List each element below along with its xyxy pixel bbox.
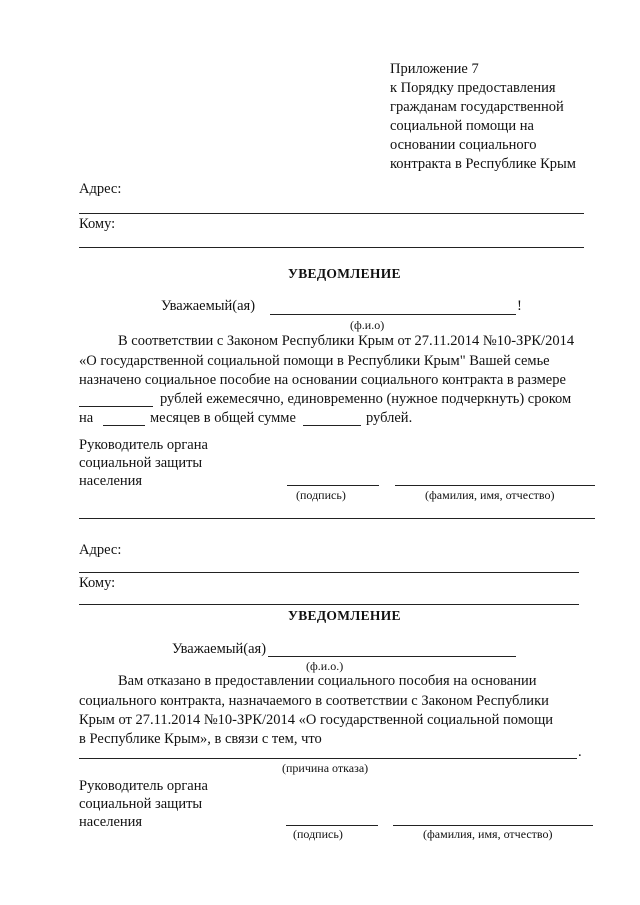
form2-reason-caption: (причина отказа) — [282, 761, 369, 775]
form1-body-line: В соответствии с Законом Республики Крым от 27.11.2014 №10-ЗРК/2014 — [118, 333, 575, 349]
form1-body-line: рублей ежемесячно, единовременно (нужное подчеркнуть) сроком — [160, 391, 572, 407]
form1-name-caption: (фамилия, имя, отчество) — [425, 488, 555, 502]
form2-fio-caption: (ф.и.о.) — [306, 659, 344, 673]
form2-to-line[interactable] — [79, 604, 579, 605]
form1-title: УВЕДОМЛЕНИЕ — [288, 266, 401, 281]
form1-greeting-label: Уважаемый(ая) — [161, 298, 256, 314]
appendix-line: контракта в Республике Крым — [390, 156, 576, 172]
form1-body-line: «О государственной социальной помощи в Республики Крым" Вашей семье — [79, 353, 550, 369]
form2-to-label: Кому: — [79, 575, 116, 591]
appendix-line: к Порядку предоставления — [390, 80, 556, 96]
form2-name-line[interactable] — [393, 825, 593, 826]
form2-title: УВЕДОМЛЕНИЕ — [288, 608, 401, 623]
form1-body-mid: месяцев в общей сумме — [150, 410, 296, 426]
form2-signer-line: социальной защиты — [79, 796, 203, 812]
form1-name-line[interactable] — [395, 485, 595, 486]
form1-address-line[interactable] — [79, 213, 584, 214]
form1-total-line[interactable] — [303, 425, 361, 426]
form1-address-label: Адрес: — [79, 181, 122, 197]
form2-body-line: Вам отказано в предоставлении социального пособия на основании — [118, 673, 537, 689]
appendix-line: Приложение 7 — [390, 61, 479, 77]
appendix-block — [390, 60, 576, 174]
form1-signature-line[interactable] — [287, 485, 379, 486]
form1-signer-line: населения — [79, 473, 143, 489]
form2-greeting-label: Уважаемый(ая) — [172, 641, 267, 657]
form1-to-label: Кому: — [79, 216, 116, 232]
form1-signature-caption: (подпись) — [296, 488, 346, 502]
form2-signer-line: Руководитель органа — [79, 778, 208, 794]
form2-reason-line[interactable] — [79, 758, 577, 759]
form1-signer-line: социальной защиты — [79, 455, 203, 471]
appendix-line: социальной помощи на — [390, 118, 534, 134]
form2-body-line: Крым от 27.11.2014 №10-ЗРК/2014 «О государственной социальной помощи — [79, 712, 554, 728]
form2-address-line[interactable] — [79, 572, 579, 573]
form2-body-line: социального контракта, назначаемого в соответствии с Законом Республики — [79, 693, 549, 709]
form1-fio-line[interactable] — [270, 314, 516, 315]
form1-signer-line: Руководитель органа — [79, 437, 208, 453]
form2-body-line: в Республике Крым», в связи с тем, что — [79, 731, 322, 747]
form2-signer-line: населения — [79, 814, 143, 830]
form2-signature-caption: (подпись) — [293, 827, 343, 841]
appendix-line: гражданам государственной — [390, 99, 564, 115]
form1-months-line[interactable] — [103, 425, 145, 426]
form1-body-line: назначено социальное пособие на основании социального контракта в размере — [79, 372, 566, 388]
form1-body-end: рублей. — [366, 410, 413, 426]
form2-name-caption: (фамилия, имя, отчество) — [423, 827, 553, 841]
form2-signature-line[interactable] — [286, 825, 378, 826]
form1-fio-caption: (ф.и.о) — [350, 318, 385, 332]
section-separator — [79, 518, 595, 519]
form1-amount-line[interactable] — [79, 406, 153, 407]
appendix-line: основании социального — [390, 137, 537, 153]
form2-line-end: . — [578, 744, 582, 760]
form1-to-line[interactable] — [79, 247, 584, 248]
form2-fio-line[interactable] — [268, 656, 516, 657]
form2-address-label: Адрес: — [79, 542, 122, 558]
form1-body-na: на — [79, 410, 94, 426]
form1-greeting-end: ! — [517, 298, 522, 314]
